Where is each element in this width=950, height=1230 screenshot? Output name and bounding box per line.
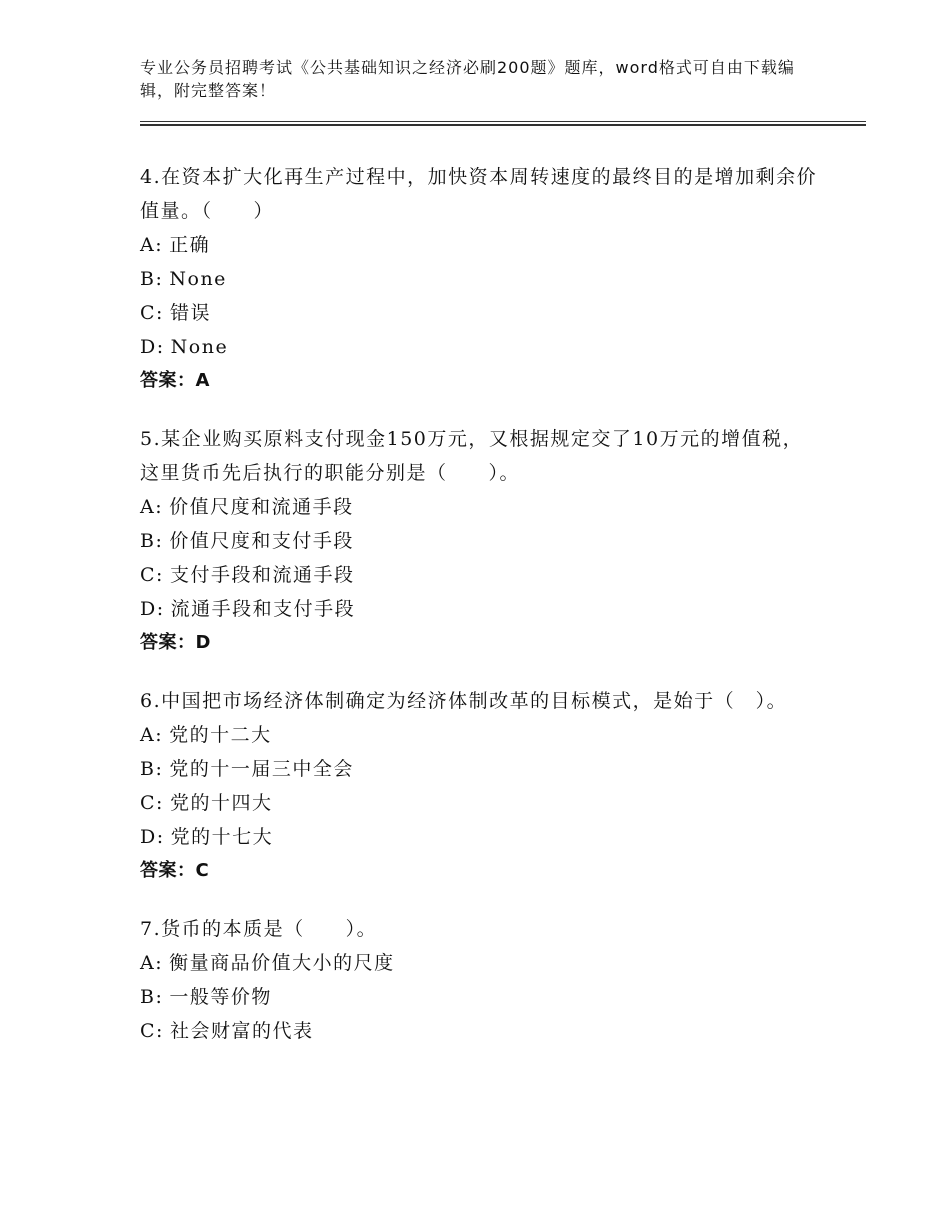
option-text: 错误 <box>169 302 211 324</box>
question-stem: 5.某企业购买原料支付现金150万元，又根据规定交了10万元的增值税，这里货币先后执行的职能分别是（ ）。 <box>140 428 804 484</box>
option-letter: B: <box>140 758 164 780</box>
question-6 <box>140 684 820 888</box>
option-text: 流通手段和支付手段 <box>170 598 356 620</box>
option-a <box>140 718 820 752</box>
option-text: None <box>169 268 227 290</box>
option-b <box>140 980 820 1014</box>
option-a <box>140 490 820 524</box>
option-d <box>140 592 820 626</box>
document-header: 专业公务员招聘考试《公共基础知识之经济必刷200题》题库，word格式可自由下载编辑，附完整答案！ <box>140 58 795 100</box>
option-letter: B: <box>140 268 164 290</box>
header-divider-thin <box>140 121 866 122</box>
answer-line: 答案：A <box>140 370 210 391</box>
option-letter: C: <box>140 302 164 324</box>
option-letter: D: <box>140 826 165 848</box>
question-stem: 7.货币的本质是（ ）。 <box>140 918 378 940</box>
option-text: None <box>170 336 229 358</box>
option-letter: A: <box>140 496 164 518</box>
option-c <box>140 1014 820 1048</box>
option-letter: A: <box>140 234 164 256</box>
option-text: 正确 <box>169 234 211 256</box>
question-stem: 6.中国把市场经济体制确定为经济体制改革的目标模式，是始于（ ）。 <box>140 690 788 712</box>
header-divider-thick <box>140 124 866 126</box>
option-letter: B: <box>140 530 164 552</box>
option-c <box>140 558 820 592</box>
option-letter: A: <box>140 724 164 746</box>
option-text: 党的十七大 <box>170 826 274 848</box>
option-letter: A: <box>140 952 164 974</box>
option-c <box>140 786 820 820</box>
option-a <box>140 946 820 980</box>
option-b <box>140 524 820 558</box>
option-b <box>140 752 820 786</box>
option-letter: C: <box>140 1020 164 1042</box>
option-text: 社会财富的代表 <box>169 1020 314 1042</box>
option-b <box>140 262 820 296</box>
question-list <box>140 160 820 1072</box>
option-text: 价值尺度和流通手段 <box>169 496 354 518</box>
question-7 <box>140 912 820 1048</box>
option-letter: C: <box>140 792 164 814</box>
option-letter: B: <box>140 986 164 1008</box>
option-d <box>140 820 820 854</box>
option-d <box>140 330 820 364</box>
option-text: 价值尺度和支付手段 <box>169 530 354 552</box>
option-letter: D: <box>140 598 165 620</box>
option-text: 党的十二大 <box>169 724 272 746</box>
option-text: 支付手段和流通手段 <box>169 564 355 586</box>
answer-line: 答案：C <box>140 860 210 881</box>
question-4 <box>140 160 820 398</box>
option-letter: C: <box>140 564 164 586</box>
question-stem: 4.在资本扩大化再生产过程中，加快资本周转速度的最终目的是增加剩余价值量。（ ） <box>140 166 818 222</box>
answer-line: 答案：D <box>140 632 211 653</box>
option-text: 衡量商品价值大小的尺度 <box>169 952 395 974</box>
option-text: 党的十一届三中全会 <box>169 758 354 780</box>
option-text: 一般等价物 <box>169 986 272 1008</box>
option-text: 党的十四大 <box>169 792 273 814</box>
option-letter: D: <box>140 336 165 358</box>
option-a <box>140 228 820 262</box>
option-c <box>140 296 820 330</box>
question-5 <box>140 422 820 660</box>
